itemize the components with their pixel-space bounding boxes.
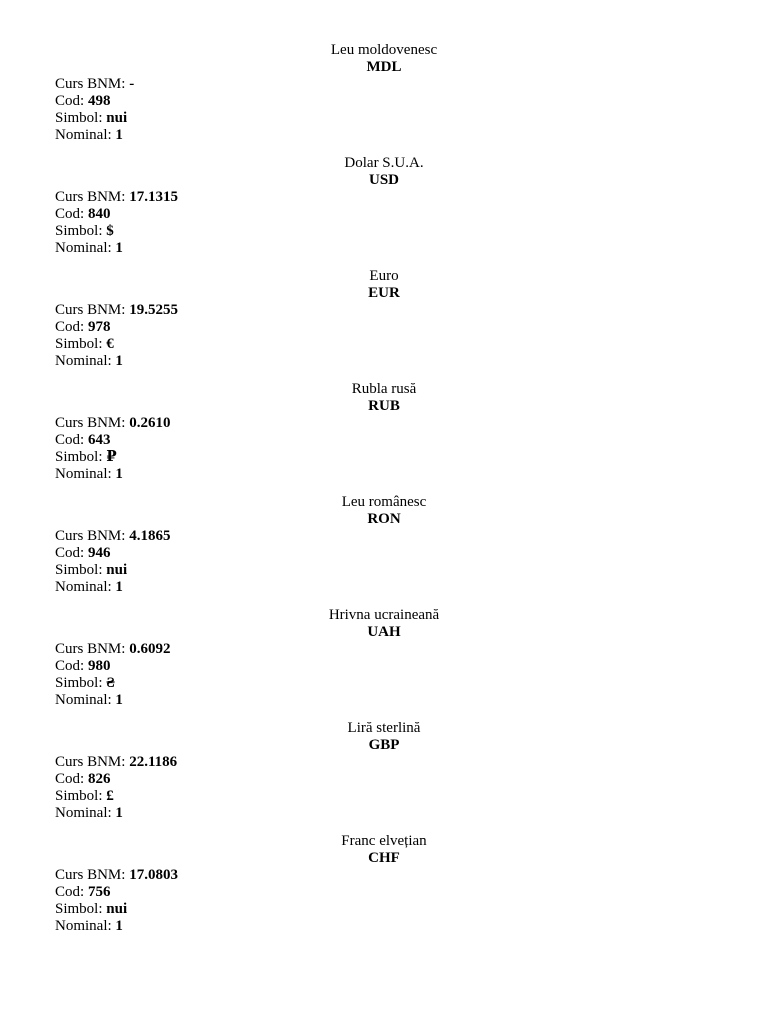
currency-name: Euro: [369, 268, 399, 284]
symbol-value: ₴: [106, 674, 115, 691]
rate-label: Curs BNM:: [55, 527, 130, 544]
currency-block-rub: [55, 381, 713, 494]
currency-code: USD: [368, 171, 399, 188]
nominal-line: [55, 692, 713, 709]
rate-value: 0.6092: [129, 640, 171, 657]
currency-block-gbp: [55, 720, 713, 833]
code-line: [55, 319, 713, 336]
nominal-label: Nominal:: [55, 578, 116, 595]
nominal-label: Nominal:: [55, 804, 116, 821]
currency-name: Dolar S.U.A.: [344, 155, 424, 171]
symbol-label: Simbol:: [55, 561, 107, 578]
currency-list: [55, 42, 713, 946]
code-label: Cod:: [55, 318, 88, 335]
nominal-label: Nominal:: [55, 352, 116, 369]
symbol-label: Simbol:: [55, 674, 107, 691]
nominal-label: Nominal:: [55, 691, 116, 708]
nominal-line: [55, 466, 713, 483]
code-label: Cod:: [55, 657, 88, 674]
currency-code: UAH: [367, 623, 401, 640]
nominal-value: 1: [115, 239, 123, 256]
currency-block-mdl: [55, 42, 713, 155]
currency-name: Leu românesc: [341, 494, 427, 510]
currency-code: EUR: [368, 284, 400, 301]
nominal-value: 1: [115, 578, 123, 595]
nominal-label: Nominal:: [55, 917, 116, 934]
symbol-label: Simbol:: [55, 222, 107, 239]
currency-block-chf: [55, 833, 713, 946]
rate-label: Curs BNM:: [55, 753, 130, 770]
code-value: 826: [87, 770, 111, 787]
rate-line: [55, 528, 713, 545]
nominal-line: [55, 127, 713, 144]
currency-code: MDL: [366, 58, 402, 75]
code-value: 980: [87, 657, 111, 674]
nominal-line: [55, 240, 713, 257]
code-value: 946: [87, 544, 111, 561]
code-line: [55, 206, 713, 223]
symbol-line: [55, 562, 713, 579]
symbol-line: [55, 110, 713, 127]
currency-block-ron: [55, 494, 713, 607]
code-value: 978: [87, 318, 111, 335]
nominal-value: 1: [115, 691, 123, 708]
rate-line: [55, 189, 713, 206]
rate-label: Curs BNM:: [55, 75, 130, 92]
rate-value: -: [129, 75, 135, 92]
symbol-line: [55, 675, 713, 692]
rate-line: [55, 415, 713, 432]
symbol-value: $: [106, 222, 114, 239]
currency-name: Liră sterlină: [347, 720, 421, 736]
symbol-value: €: [106, 335, 114, 352]
code-label: Cod:: [55, 883, 88, 900]
symbol-label: Simbol:: [55, 335, 107, 352]
symbol-label: Simbol:: [55, 448, 107, 465]
rate-label: Curs BNM:: [55, 188, 130, 205]
code-value: 840: [87, 205, 111, 222]
currency-block-eur: [55, 268, 713, 381]
code-line: [55, 432, 713, 449]
rate-line: [55, 754, 713, 771]
symbol-line: [55, 223, 713, 240]
symbol-line: [55, 901, 713, 918]
symbol-label: Simbol:: [55, 787, 107, 804]
rate-line: [55, 76, 713, 93]
rate-label: Curs BNM:: [55, 866, 130, 883]
nominal-value: 1: [115, 465, 123, 482]
nominal-value: 1: [115, 917, 123, 934]
nominal-label: Nominal:: [55, 465, 116, 482]
currency-name: Franc elvețian: [341, 833, 427, 849]
symbol-value: ₽: [106, 448, 117, 465]
code-line: [55, 884, 713, 901]
rate-value: 0.2610: [129, 414, 171, 431]
currency-code: RUB: [368, 397, 400, 414]
symbol-value: nui: [106, 900, 128, 917]
currency-code: CHF: [368, 849, 400, 866]
rate-value: 4.1865: [129, 527, 171, 544]
symbol-line: [55, 449, 713, 466]
currency-name: Leu moldovenesc: [330, 42, 438, 58]
symbol-label: Simbol:: [55, 900, 107, 917]
code-label: Cod:: [55, 431, 88, 448]
code-line: [55, 658, 713, 675]
symbol-value: nui: [106, 561, 128, 578]
rate-label: Curs BNM:: [55, 301, 130, 318]
code-label: Cod:: [55, 544, 88, 561]
rate-value: 19.5255: [129, 301, 178, 318]
code-line: [55, 93, 713, 110]
rate-value: 17.1315: [129, 188, 178, 205]
currency-code: RON: [367, 510, 401, 527]
rate-line: [55, 867, 713, 884]
nominal-value: 1: [115, 804, 123, 821]
nominal-line: [55, 805, 713, 822]
symbol-line: [55, 336, 713, 353]
currency-block-uah: [55, 607, 713, 720]
rate-label: Curs BNM:: [55, 414, 130, 431]
symbol-label: Simbol:: [55, 109, 107, 126]
code-label: Cod:: [55, 205, 88, 222]
code-label: Cod:: [55, 92, 88, 109]
currency-name: Hrivna ucraineană: [328, 607, 440, 623]
symbol-value: £: [106, 787, 114, 804]
rate-line: [55, 302, 713, 319]
currency-code: GBP: [368, 736, 400, 753]
code-line: [55, 771, 713, 788]
rate-label: Curs BNM:: [55, 640, 130, 657]
code-value: 643: [87, 431, 111, 448]
nominal-line: [55, 918, 713, 935]
symbol-value: nui: [106, 109, 128, 126]
nominal-line: [55, 579, 713, 596]
currency-name: Rubla rusă: [351, 381, 417, 397]
nominal-value: 1: [115, 126, 123, 143]
currency-block-usd: [55, 155, 713, 268]
code-label: Cod:: [55, 770, 88, 787]
nominal-label: Nominal:: [55, 239, 116, 256]
code-value: 498: [87, 92, 111, 109]
rate-value: 22.1186: [129, 753, 178, 770]
nominal-value: 1: [115, 352, 123, 369]
rate-line: [55, 641, 713, 658]
code-value: 756: [87, 883, 111, 900]
nominal-label: Nominal:: [55, 126, 116, 143]
rate-value: 17.0803: [129, 866, 178, 883]
nominal-line: [55, 353, 713, 370]
symbol-line: [55, 788, 713, 805]
code-line: [55, 545, 713, 562]
